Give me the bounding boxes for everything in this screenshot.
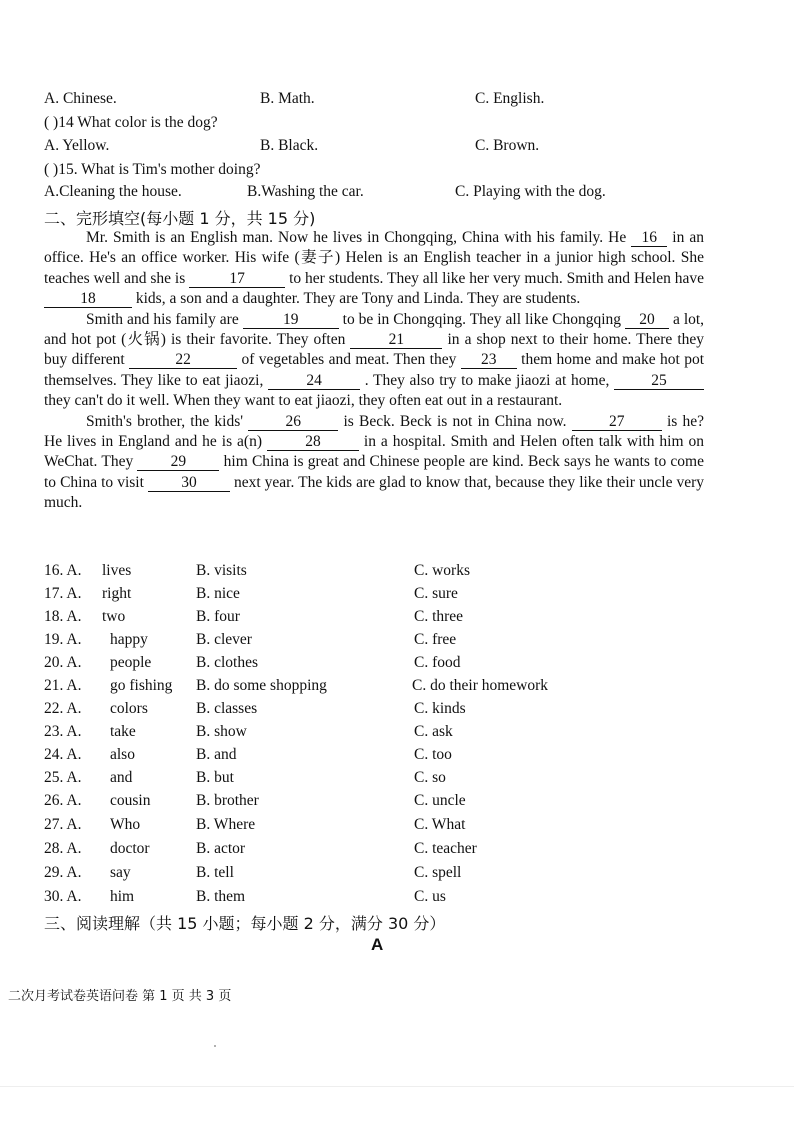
choice-row-21 (44, 677, 664, 699)
cloze-text: in a hospital. Smith and Helen often talk with him on WeChat. They (44, 433, 704, 471)
choice-a: and (110, 769, 133, 786)
choice-a: him (110, 888, 135, 905)
choice-a: right (102, 585, 132, 602)
choice-number: 25. A. (44, 769, 82, 786)
q15-option-b: B.Washing the car. (247, 183, 364, 200)
choice-c: C. three (414, 608, 464, 625)
blank-16: 16 (631, 230, 667, 247)
q15-option-a: A.Cleaning the house. (44, 183, 182, 200)
q13-option-a: A. Chinese. (44, 90, 117, 107)
choice-b: B. do some shopping (196, 677, 327, 694)
choice-number: 19. A. (44, 631, 82, 648)
choice-row-20 (44, 654, 664, 676)
choice-row-28 (44, 840, 664, 862)
choice-number: 18. A. (44, 608, 82, 625)
choice-a: say (110, 864, 131, 881)
blank-23: 23 (461, 352, 517, 369)
q15-option-c: C. Playing with the dog. (455, 183, 606, 200)
choice-number: 29. A. (44, 864, 82, 881)
choice-a: lives (102, 562, 132, 579)
blank-25: 25 (614, 373, 704, 390)
cloze-text: a lot, and hot pot (火锅) is their favorite. They often (44, 310, 705, 349)
cloze-text: them home and make hot pot themselves. They like to eat jiaozi, (44, 351, 705, 389)
choice-c: C. so (414, 769, 446, 786)
choice-c: C. us (414, 888, 446, 905)
choice-c: C. uncle (414, 792, 466, 809)
q13-option-b: B. Math. (260, 90, 315, 107)
choice-a: two (102, 608, 126, 625)
q14-option-a: A. Yellow. (44, 137, 110, 154)
choice-c: C. works (414, 562, 470, 579)
choice-number: 17. A. (44, 585, 82, 602)
choice-b: B. but (196, 769, 234, 786)
blank-18: 18 (44, 291, 132, 308)
choice-b: B. actor (196, 840, 246, 857)
choice-row-18 (44, 608, 664, 630)
section3-heading: 三、阅读理解（共 15 小题；每小题 2 分，满分 30 分） (44, 914, 446, 933)
cloze-text: is Beck. Beck is not in China now. (343, 412, 567, 430)
choice-b: B. tell (196, 864, 234, 881)
cloze-text: of vegetables and meat. Then they (241, 351, 457, 369)
cloze-text: in a shop next to their home. There they buy different (44, 331, 705, 369)
q14-stem: ( )14 What color is the dog? (44, 114, 218, 131)
cloze-text: kids, a son and a daughter. They are Tony and Linda. They are students. (135, 290, 581, 308)
q14-option-b: B. Black. (260, 137, 319, 154)
choice-row-26 (44, 792, 664, 814)
choice-b: B. and (196, 746, 237, 763)
choice-c: C. food (414, 654, 461, 671)
cloze-paragraph-1 (44, 228, 704, 310)
choice-number: 21. A. (44, 677, 82, 694)
choice-b: B. nice (196, 585, 240, 602)
choice-number: 27. A. (44, 816, 82, 833)
cloze-text: . They also try to make jiaozi at home, (364, 371, 610, 389)
choice-a: go fishing (110, 677, 173, 694)
section2-heading: 二、完形填空(每小题 1 分，共 15 分) (44, 209, 316, 228)
choice-row-16 (44, 562, 664, 584)
choice-c: C. spell (414, 864, 462, 881)
q13-option-c: C. English. (475, 90, 545, 107)
q14-option-c: C. Brown. (475, 137, 540, 154)
blank-19: 19 (243, 312, 339, 329)
blank-22: 22 (129, 352, 237, 369)
cloze-passage (44, 228, 704, 514)
choice-c: C. free (414, 631, 457, 648)
blank-30: 30 (148, 475, 230, 492)
choice-c: C. teacher (414, 840, 477, 857)
cloze-paragraph-2 (44, 310, 704, 412)
choice-row-23 (44, 723, 664, 745)
blank-27: 27 (572, 414, 662, 431)
choice-row-30 (44, 888, 664, 910)
choice-number: 30. A. (44, 888, 82, 905)
choice-b: B. show (196, 723, 247, 740)
cloze-text: in an office. He's an office worker. His wife (妻子) Helen is an English teacher in a junior high school. She teaches well and she is (44, 229, 705, 287)
cloze-text: Smith's brother, the kids' (86, 412, 244, 430)
choice-b: B. them (196, 888, 246, 905)
choice-a: happy (110, 631, 148, 648)
cloze-text: they can't do it well. When they want to eat jiaozi, they often eat out in a restaurant. (44, 392, 563, 410)
choice-a: colors (110, 700, 148, 717)
cloze-text: him China is great and Chinese people are kind. Beck says he wants to come to China to visit (44, 453, 704, 491)
cloze-paragraph-3 (44, 412, 704, 514)
choice-row-24 (44, 746, 664, 768)
page-edge (0, 1086, 794, 1087)
choice-row-25 (44, 769, 664, 791)
choice-b: B. classes (196, 700, 258, 717)
blank-17: 17 (189, 271, 285, 288)
choice-row-17 (44, 585, 664, 607)
choice-a: people (110, 654, 152, 671)
choice-number: 16. A. (44, 562, 82, 579)
blank-26: 26 (248, 414, 338, 431)
choice-row-27 (44, 816, 664, 838)
cloze-text: next year. The kids are glad to know that, because they like their uncle very much. (44, 473, 705, 512)
choice-c: C. What (414, 816, 466, 833)
choice-row-29 (44, 864, 664, 886)
choice-number: 28. A. (44, 840, 82, 857)
scan-speck (214, 1045, 216, 1047)
choice-b: B. clothes (196, 654, 258, 671)
choice-number: 20. A. (44, 654, 82, 671)
cloze-text: Smith and his family are (86, 310, 239, 328)
choice-b: B. clever (196, 631, 252, 648)
choice-a: take (110, 723, 136, 740)
choice-b: B. brother (196, 792, 259, 809)
choice-c: C. ask (414, 723, 453, 740)
choice-c: C. sure (414, 585, 458, 602)
choice-c: C. too (414, 746, 452, 763)
choice-b: B. Where (196, 816, 256, 833)
choice-a: also (110, 746, 135, 763)
blank-28: 28 (267, 434, 359, 451)
choice-a: Who (110, 816, 141, 833)
cloze-text: to be in Chongqing. They all like Chongqing (342, 310, 622, 328)
choice-number: 23. A. (44, 723, 82, 740)
choice-row-19 (44, 631, 664, 653)
choice-a: doctor (110, 840, 150, 857)
choice-number: 24. A. (44, 746, 82, 763)
choice-c: C. do their homework (412, 677, 549, 694)
cloze-text: Mr. Smith is an English man. Now he lives in Chongqing, China with his family. He (86, 229, 627, 246)
choice-a: cousin (110, 792, 151, 809)
choice-b: B. visits (196, 562, 247, 579)
choice-number: 22. A. (44, 700, 82, 717)
blank-20: 20 (625, 312, 669, 329)
choice-row-22 (44, 700, 664, 722)
cloze-text: to her students. They all like her very much. Smith and Helen have (289, 269, 705, 287)
cloze-text: is he? He lives in England and he is a(n) (44, 412, 704, 451)
q15-stem: ( )15. What is Tim's mother doing? (44, 161, 261, 178)
blank-29: 29 (137, 454, 219, 471)
blank-21: 21 (350, 332, 442, 349)
choice-b: B. four (196, 608, 240, 625)
choice-c: C. kinds (414, 700, 466, 717)
blank-24: 24 (268, 373, 360, 390)
page-footer: 二次月考试卷英语问卷 第 1 页 共 3 页 (8, 989, 232, 1004)
passage-label: A (371, 935, 384, 954)
choice-number: 26. A. (44, 792, 82, 809)
